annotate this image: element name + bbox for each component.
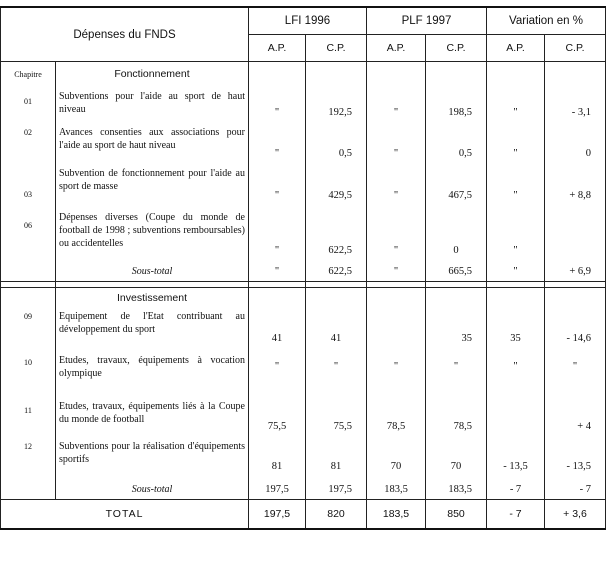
- subtotal-lfi-cp: 197,5: [306, 476, 367, 500]
- subtotal-plf-ap: 183,5: [367, 476, 426, 500]
- cell-lfi-ap: 81: [249, 436, 306, 476]
- total-var-ap: - 7: [487, 500, 545, 530]
- cell-plf-cp: 35: [426, 306, 487, 348]
- group-header-variation: Variation en %: [487, 7, 606, 35]
- subtotal-var-ap: ": [487, 260, 545, 282]
- cell-lfi-ap: 75,5: [249, 390, 306, 436]
- cell-plf-ap: 78,5: [367, 390, 426, 436]
- subtotal-plf-cp: 183,5: [426, 476, 487, 500]
- row-description: Subventions pour l'aide au sport de haut niveau: [56, 82, 249, 122]
- sub-header-lfi-cp: C.P.: [306, 35, 367, 62]
- cell-var-ap: [487, 390, 545, 436]
- cell-plf-ap: ": [367, 122, 426, 163]
- group-header-lfi-1996: LFI 1996: [249, 7, 367, 35]
- cell-lfi-cp: 75,5: [306, 390, 367, 436]
- table-row: [1, 122, 606, 163]
- chapitre-number: 10: [1, 348, 56, 390]
- table-row: [1, 163, 606, 205]
- cell-lfi-ap: ": [249, 163, 306, 205]
- subtotal-lfi-ap: 197,5: [249, 476, 306, 500]
- cell-lfi-ap: 41: [249, 306, 306, 348]
- cell-plf-ap: ": [367, 82, 426, 122]
- cell-lfi-cp: 429,5: [306, 163, 367, 205]
- cell-lfi-cp: 192,5: [306, 82, 367, 122]
- cell-var-cp: - 14,6: [545, 306, 606, 348]
- cell-var-cp: [545, 205, 606, 260]
- subtotal-var-ap: - 7: [487, 476, 545, 500]
- subtotal-row: [1, 476, 606, 500]
- total-lfi-ap: 197,5: [249, 500, 306, 530]
- table-title: Dépenses du FNDS: [1, 7, 249, 62]
- cell-lfi-ap: ": [249, 82, 306, 122]
- cell-var-ap: ": [487, 82, 545, 122]
- total-row: [1, 500, 606, 530]
- total-label: TOTAL: [1, 500, 249, 530]
- cell-lfi-ap: ": [249, 205, 306, 260]
- cell-plf-cp: 0,5: [426, 122, 487, 163]
- sub-header-var-ap: A.P.: [487, 35, 545, 62]
- cell-lfi-ap: ": [249, 348, 306, 390]
- table-row: [1, 436, 606, 476]
- chapitre-header: Chapitre: [1, 62, 56, 82]
- cell-lfi-cp: ": [306, 348, 367, 390]
- subtotal-lfi-cp: 622,5: [306, 260, 367, 282]
- cell-lfi-cp: 0,5: [306, 122, 367, 163]
- chapitre-number: 09: [1, 306, 56, 348]
- cell-var-ap: ": [487, 122, 545, 163]
- table-row: [1, 82, 606, 122]
- cell-var-cp: 0: [545, 122, 606, 163]
- sub-header-lfi-ap: A.P.: [249, 35, 306, 62]
- fnds-table-wrapper: [0, 6, 606, 530]
- chapitre-number: 12: [1, 436, 56, 476]
- row-description: Etudes, travaux, équipements à vocation olympique: [56, 348, 249, 390]
- subtotal-label: Sous-total: [56, 476, 249, 500]
- cell-plf-cp: 0: [426, 205, 487, 260]
- cell-var-cp: + 8,8: [545, 163, 606, 205]
- subtotal-row: [1, 260, 606, 282]
- total-lfi-cp: 820: [306, 500, 367, 530]
- table-row: [1, 390, 606, 436]
- row-description: Avances consenties aux associations pour l'aide au sport de haut niveau: [56, 122, 249, 163]
- subtotal-lfi-ap: ": [249, 260, 306, 282]
- subtotal-var-cp: - 7: [545, 476, 606, 500]
- fnds-expenditure-table: [0, 6, 606, 530]
- cell-plf-ap: ": [367, 205, 426, 260]
- chapitre-number: 02: [1, 122, 56, 163]
- subtotal-plf-ap: ": [367, 260, 426, 282]
- subtotal-label: Sous-total: [56, 260, 249, 282]
- chapitre-number: 01: [1, 82, 56, 122]
- subtotal-plf-cp: 665,5: [426, 260, 487, 282]
- cell-plf-ap: 70: [367, 436, 426, 476]
- row-description: Subvention de fonctionnement pour l'aide au sport de masse: [56, 163, 249, 205]
- cell-lfi-cp: 41: [306, 306, 367, 348]
- cell-plf-cp: 78,5: [426, 390, 487, 436]
- section-label-fonctionnement: Fonctionnement: [56, 62, 249, 82]
- total-var-cp: + 3,6: [545, 500, 606, 530]
- cell-lfi-cp: 81: [306, 436, 367, 476]
- chapitre-number: 11: [1, 390, 56, 436]
- table-row: [1, 205, 606, 260]
- cell-var-ap: ": [487, 163, 545, 205]
- cell-plf-cp: 467,5: [426, 163, 487, 205]
- sub-header-plf-ap: A.P.: [367, 35, 426, 62]
- cell-var-cp: - 3,1: [545, 82, 606, 122]
- sub-header-var-cp: C.P.: [545, 35, 606, 62]
- cell-plf-cp: 198,5: [426, 82, 487, 122]
- row-description: Etudes, travaux, équipements liés à la Coupe du monde de football: [56, 390, 249, 436]
- total-plf-ap: 183,5: [367, 500, 426, 530]
- cell-plf-ap: ": [367, 348, 426, 390]
- row-description: Dépenses diverses (Coupe du monde de football de 1998 ; subventions remboursables) ou accidentelles: [56, 205, 249, 260]
- cell-var-cp: - 13,5: [545, 436, 606, 476]
- table-row: [1, 306, 606, 348]
- section-label-investissement: Investissement: [56, 288, 249, 306]
- chapitre-number: 06: [1, 205, 56, 260]
- group-header-plf-1997: PLF 1997: [367, 7, 487, 35]
- sub-header-plf-cp: C.P.: [426, 35, 487, 62]
- row-description: Subventions pour la réalisation d'équipements sportifs: [56, 436, 249, 476]
- row-description: Equipement de l'Etat contribuant au développement du sport: [56, 306, 249, 348]
- cell-var-ap: ": [487, 348, 545, 390]
- cell-lfi-ap: ": [249, 122, 306, 163]
- cell-plf-cp: 70: [426, 436, 487, 476]
- table-row: [1, 348, 606, 390]
- total-plf-cp: 850: [426, 500, 487, 530]
- subtotal-var-cp: + 6,9: [545, 260, 606, 282]
- cell-var-ap: ": [487, 205, 545, 260]
- cell-var-ap: - 13,5: [487, 436, 545, 476]
- cell-plf-cp: ": [426, 348, 487, 390]
- chapitre-number: 03: [1, 163, 56, 205]
- cell-var-cp: + 4: [545, 390, 606, 436]
- cell-lfi-cp: 622,5: [306, 205, 367, 260]
- cell-var-ap: 35: [487, 306, 545, 348]
- cell-plf-ap: [367, 306, 426, 348]
- cell-var-cp: ": [545, 348, 606, 390]
- cell-plf-ap: ": [367, 163, 426, 205]
